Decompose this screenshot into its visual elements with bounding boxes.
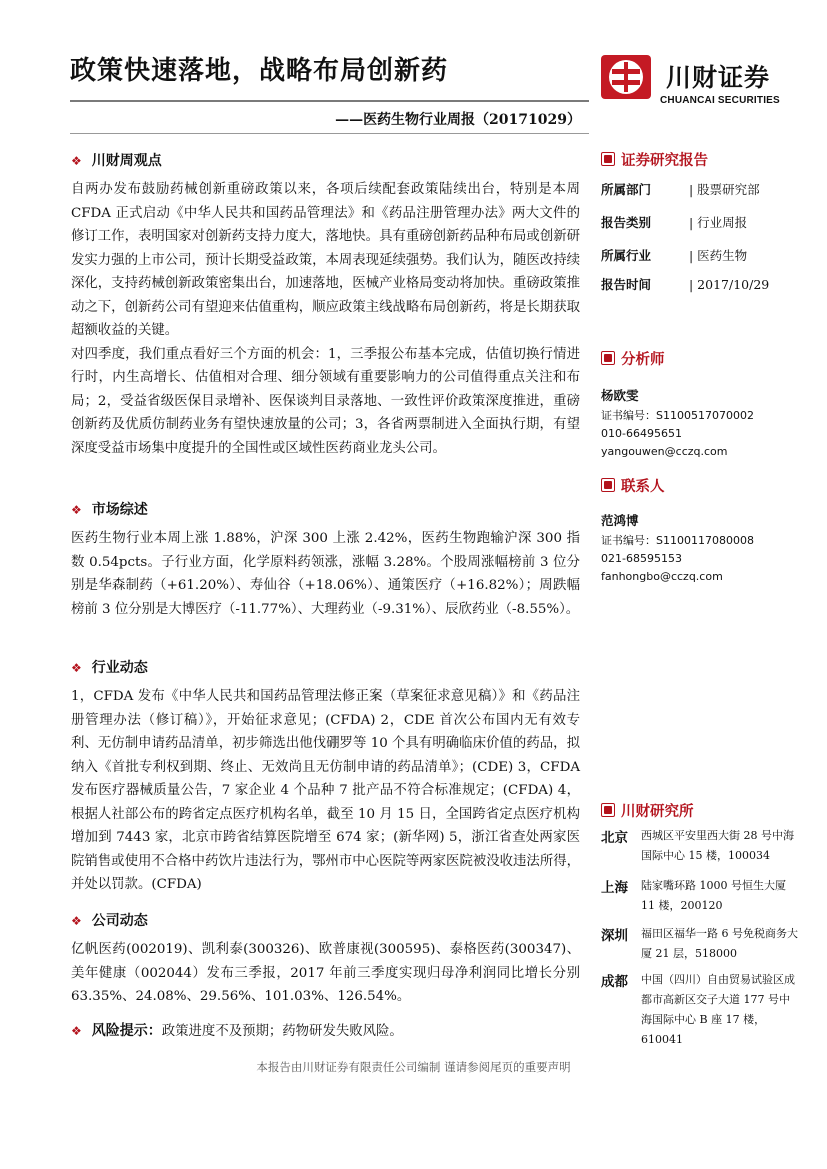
meta-row-category: 报告类别 | 行业周报 (601, 215, 748, 230)
risk-text: 政策进度不及预期；药物研发失败风险。 (161, 1024, 403, 1039)
view-section-body (71, 178, 580, 460)
market-paragraph: 医药生物行业本周上涨 1.88%，沪深 300 上涨 2.42%，医药生物跑输沪深 300 指数 0.54pcts。子行业方面，化学原料药领涨，涨幅 3.28%。个股周涨幅榜前 3 位分别是华森制药（+61.20%）、寿仙谷（+18.06%）、通策医疗（+16.82%）；周跌幅榜前 3 位分别是大博医疗（-11.77%）、大理药业（-9.31%）、辰欣药业（-8.55%）。 (71, 531, 580, 617)
report-title: 政策快速落地，战略布局创新药 (70, 56, 449, 86)
section-heading-market: ❖ 市场综述 (71, 502, 148, 518)
view-paragraph: 对四季度，我们重点看好三个方面的机会：1，三季报公布基本完成，估值切换行情进行时，内生高增长、估值相对合理、细分领域有重要影响力的公司值得重点关注和布局；2，受益省级医保目录增补、医保谈判目录落地、一致性评价政策深度推进，重磅创新药及优质仿制药业务有望快速放量的公司；3，各省两票制进入全面执行期，有望深度受益市场集中度提升的全国性或区域性医药商业龙头公司。 (71, 346, 580, 456)
sidebar-heading-institute: 川财研究所 (601, 800, 694, 821)
diamond-bullet-icon: ❖ (71, 914, 82, 928)
contact-email[interactable]: fanhongbo@cczq.com (601, 570, 723, 583)
diamond-bullet-icon: ❖ (71, 503, 82, 517)
sidebar-heading-analyst: 分析师 (601, 348, 665, 369)
sidebar-heading-contact: 联系人 (601, 475, 665, 496)
meta-row-date: 报告时间 | 2017/10/29 (601, 277, 770, 292)
square-bullet-icon (601, 478, 615, 492)
contact-card (601, 510, 754, 586)
section-heading-view: ❖ 川财周观点 (71, 153, 162, 169)
view-paragraph: 自两办发布鼓励药械创新重磅政策以来，各项后续配套政策陆续出台，特别是本周 CFDA 正式启动《中华人民共和国药品管理法》和《药品注册管理办法》两大文件的修订工作，表明国家对创新药支持力度大，落地快。具有重磅创新药品种布局或创新研发实力强的上市公司，预计长期受益政策，本周表现延续强势。我们认为，随医改持续深化，支持药械创新政策密集出台，加速落地，医械产业格局变动将加快。重磅政策推动之下，创新药公司有望迎来估值重构，顺应政策主线战略布局创新药，将是长期获取超额收益的关键。 (71, 182, 580, 338)
square-bullet-icon (601, 152, 615, 166)
report-subtitle: ——医药生物行业周报（20171029） (335, 112, 581, 128)
diamond-bullet-icon: ❖ (71, 1024, 82, 1038)
section-heading-industry: ❖ 行业动态 (71, 660, 148, 676)
company-paragraph: 亿帆医药(002019)、凯利泰(300326)、欧普康视(300595)、泰格医药(300347)、美年健康（002044）发布三季报，2017 年前三季度实现归母净利润同比增长分别 63.35%、24.08%、29.56%、101.03%、126.54%。 (71, 942, 580, 1004)
diamond-bullet-icon: ❖ (71, 661, 82, 675)
industry-paragraph: 1，CFDA 发布《中华人民共和国药品管理法修正案（草案征求意见稿）》和《药品注册管理办法（修订稿）》，开始征求意见；(CFDA) 2，CDE 首次公布国内无有效专利、无仿制申请药品清单，初步筛选出他伐硼罗等 10 个具有明确临床价值的药品，拟纳入《首批专利权到期、终止、无效尚且无仿制申请的药品清单》；(CDE) 3，CFDA 发布医疗器械质量公告，7 家企业 4 个品种 7 批产品不符合标准规定；(CFDA) 4，根据人社部公布的跨省定点医疗机构名单，截至 10 月 15 日，全国跨省定点医疗机构增加到 7443 家，北京市跨省结算医院增至 674 家；(新华网) 5，浙江省查处两家医院销售或使用不合格中药饮片违法行为，鄂州市中心医院等两家医院被没收违法所得，并处以罚款。(CFDA) (71, 689, 580, 892)
analyst-cert: 证书编号：S1100517070002 (601, 409, 754, 422)
square-bullet-icon (601, 351, 615, 365)
meta-row-department: 所属部门 | 股票研究部 (601, 182, 760, 197)
title-divider (70, 100, 589, 102)
analyst-card (601, 385, 754, 461)
analyst-email[interactable]: yangouwen@cczq.com (601, 445, 728, 458)
company-section-body (71, 938, 580, 1009)
disclaimer-footer: 本报告由川财证券有限责任公司编制 谨请参阅尾页的重要声明 (256, 1060, 571, 1074)
office-shanghai: 上海 陆家嘴环路 1000 号恒生大厦 11 楼，200120 (601, 879, 786, 912)
analyst-phone: 010-66495651 (601, 427, 682, 440)
office-beijing: 北京 西城区平安里西大街 28 号中海国际中心 15 楼，100034 (601, 829, 794, 862)
office-shenzhen: 深圳 福田区福华一路 6 号免税商务大厦 21 层，518000 (601, 927, 798, 960)
sidebar-heading-report: 证券研究报告 (601, 149, 708, 170)
logo-chinese-name: 川财证券 (666, 63, 771, 92)
risk-warning: ❖ 风险提示：政策进度不及预期；药物研发失败风险。 (71, 1023, 403, 1039)
contact-name: 范鸿博 (601, 513, 639, 528)
logo-english-name: CHUANCAI SECURITIES (660, 95, 780, 106)
chuancai-logo-icon (600, 54, 652, 100)
industry-section-body (71, 685, 580, 897)
market-section-body (71, 527, 580, 621)
subtitle-divider (70, 133, 589, 134)
contact-phone: 021-68595153 (601, 552, 682, 565)
contact-cert: 证书编号：S1100117080008 (601, 534, 754, 547)
meta-row-industry: 所属行业 | 医药生物 (601, 248, 748, 263)
section-heading-company: ❖ 公司动态 (71, 913, 148, 929)
office-chengdu: 成都 中国（四川）自由贸易试验区成都市高新区交子大道 177 号中海国际中心 B 座 17 楼，610041 (601, 973, 795, 1046)
analyst-name: 杨欧雯 (601, 388, 639, 403)
square-bullet-icon (601, 803, 615, 817)
diamond-bullet-icon: ❖ (71, 154, 82, 168)
